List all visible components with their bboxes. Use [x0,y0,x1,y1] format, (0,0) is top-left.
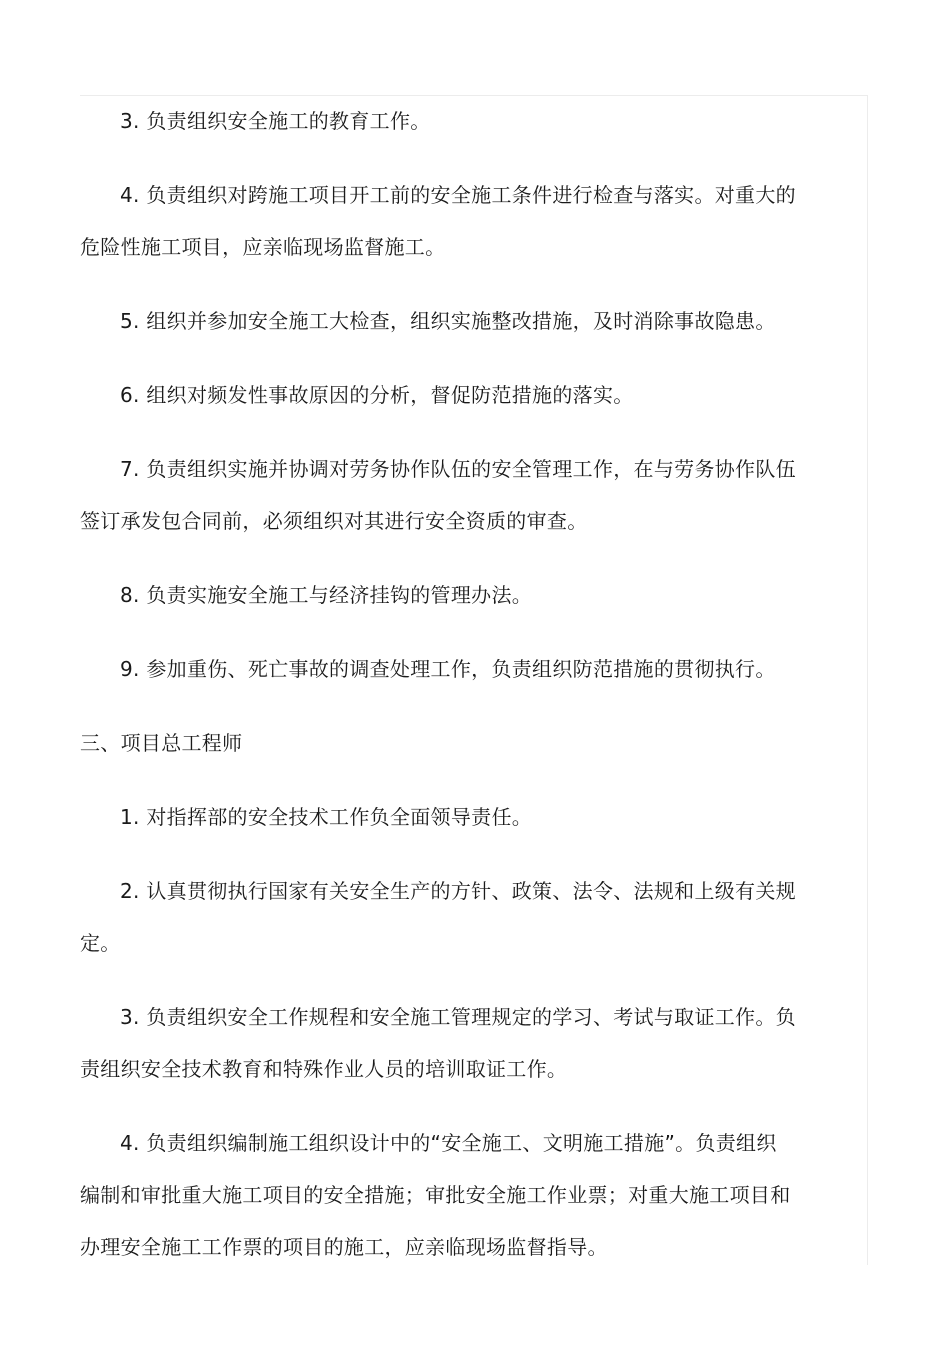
paragraph-line: 编制和审批重大施工项目的安全措施；审批安全施工作业票；对重大施工项目和 [80,1183,791,1207]
item-3-1 [80,791,815,843]
paragraph-line: 责组织安全技术教育和特殊作业人员的培训取证工作。 [80,1057,568,1081]
item-2-6 [80,369,815,421]
item-2-8 [80,569,815,621]
paragraph-line: 8. 负责实施安全施工与经济挂钩的管理办法。 [120,583,533,607]
item-2-9 [80,643,815,695]
paragraph-line: 危险性施工项目，应亲临现场监督施工。 [80,235,446,259]
paragraph-line: 4. 负责组织对跨施工项目开工前的安全施工条件进行检查与落实。对重大的 [120,183,796,207]
paragraph-line: 3. 负责组织安全工作规程和安全施工管理规定的学习、考试与取证工作。负 [120,1005,796,1029]
section-heading: 三、项目总工程师 [80,731,243,755]
item-2-3 [80,95,815,147]
item-2-4 [80,169,815,273]
paragraph-line: 2. 认真贯彻执行国家有关安全生产的方针、政策、法令、法规和上级有关规 [120,879,796,903]
paragraph-line: 6. 组织对频发性事故原因的分析，督促防范措施的落实。 [120,383,634,407]
item-3-3 [80,991,815,1095]
document-body [80,95,815,1273]
paragraph-line: 4. 负责组织编制施工组织设计中的“安全施工、文明施工措施”。负责组织 [120,1131,777,1155]
paragraph-line: 5. 组织并参加安全施工大检查，组织实施整改措施，及时消除事故隐患。 [120,309,776,333]
paragraph-line: 3. 负责组织安全施工的教育工作。 [120,109,431,133]
paragraph-line: 7. 负责组织实施并协调对劳务协作队伍的安全管理工作，在与劳务协作队伍 [120,457,796,481]
paragraph-line: 定。 [80,931,121,955]
paragraph-line: 1. 对指挥部的安全技术工作负全面领导责任。 [120,805,533,829]
paragraph-line: 签订承发包合同前，必须组织对其进行安全资质的审查。 [80,509,588,533]
item-3-2 [80,865,815,969]
item-2-7 [80,443,815,547]
item-3-4 [80,1117,815,1273]
paragraph-line: 9. 参加重伤、死亡事故的调查处理工作，负责组织防范措施的贯彻执行。 [120,657,776,681]
item-2-5 [80,295,815,347]
paragraph-line: 办理安全施工工作票的项目的施工，应亲临现场监督指导。 [80,1235,608,1259]
